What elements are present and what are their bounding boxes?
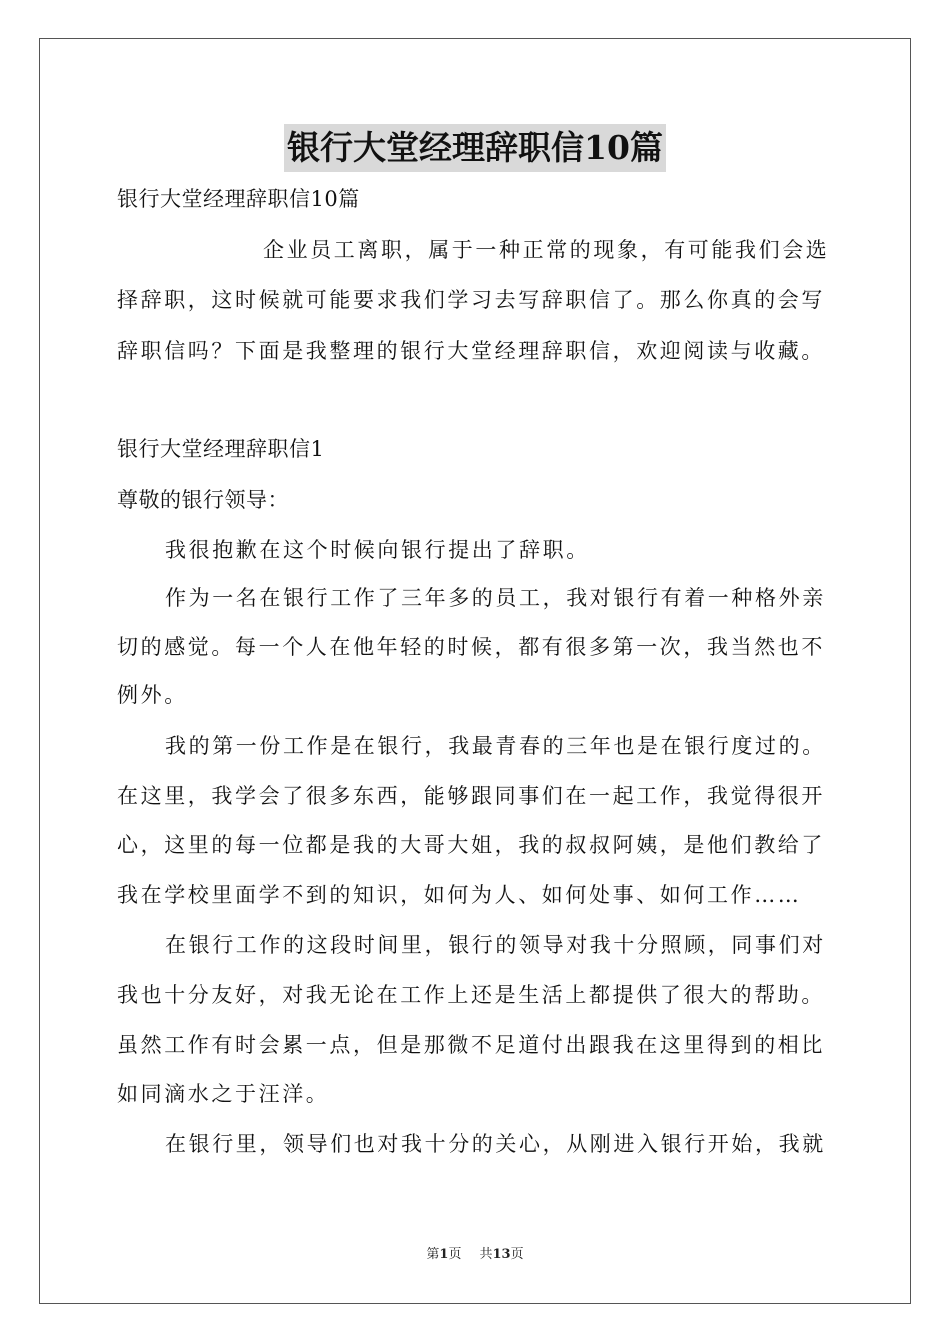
body-line: 在银行里，领导们也对我十分的关心，从刚进入银行开始，我就	[165, 1132, 826, 1156]
intro-line: 企业员工离职，属于一种正常的现象，有可能我们会选	[263, 238, 830, 262]
body-line: 如同滴水之于汪洋。	[117, 1082, 330, 1106]
total-prefix: 共	[479, 1247, 493, 1262]
body-line: 在银行工作的这段时间里，银行的领导对我十分照顾，同事们对	[165, 933, 826, 957]
body-line: 在这里，我学会了很多东西，能够跟同事们在一起工作，我觉得很开	[117, 784, 825, 808]
body-line: 我在学校里面学不到的知识，如何为人、如何处事、如何工作……	[117, 883, 802, 907]
page-suffix: 页	[448, 1247, 462, 1262]
document-title: 银行大堂经理辞职信10篇	[284, 124, 666, 172]
total-pages: 13	[492, 1247, 511, 1262]
body-line: 例外。	[117, 683, 188, 707]
intro-line: 择辞职，这时候就可能要求我们学习去写辞职信了。那么你真的会写	[117, 288, 825, 312]
title-container	[0, 124, 950, 172]
intro-line: 辞职信吗？下面是我整理的银行大堂经理辞职信，欢迎阅读与收藏。	[117, 339, 825, 363]
body-line: 虽然工作有时会累一点，但是那微不足道付出跟我在这里得到的相比	[117, 1033, 825, 1057]
salutation: 尊敬的银行领导：	[117, 488, 289, 512]
body-line: 切的感觉。每一个人在他年轻的时候，都有很多第一次，我当然也不	[117, 635, 825, 659]
page-number: 1	[439, 1247, 449, 1262]
document-subtitle: 银行大堂经理辞职信10篇	[117, 187, 360, 211]
body-line: 心，这里的每一位都是我的大哥大姐，我的叔叔阿姨，是他们教给了	[117, 833, 825, 857]
page-border	[39, 38, 911, 1304]
page-prefix: 第	[426, 1247, 440, 1262]
section-heading: 银行大堂经理辞职信1	[117, 437, 325, 461]
body-line: 我的第一份工作是在银行，我最青春的三年也是在银行度过的。	[165, 734, 826, 758]
total-suffix: 页	[510, 1247, 524, 1262]
body-line: 我也十分友好，对我无论在工作上还是生活上都提供了很大的帮助。	[117, 983, 825, 1007]
body-line: 作为一名在银行工作了三年多的员工，我对银行有着一种格外亲	[165, 586, 826, 610]
body-line: 我很抱歉在这个时候向银行提出了辞职。	[165, 538, 590, 562]
page-footer	[0, 1246, 950, 1264]
